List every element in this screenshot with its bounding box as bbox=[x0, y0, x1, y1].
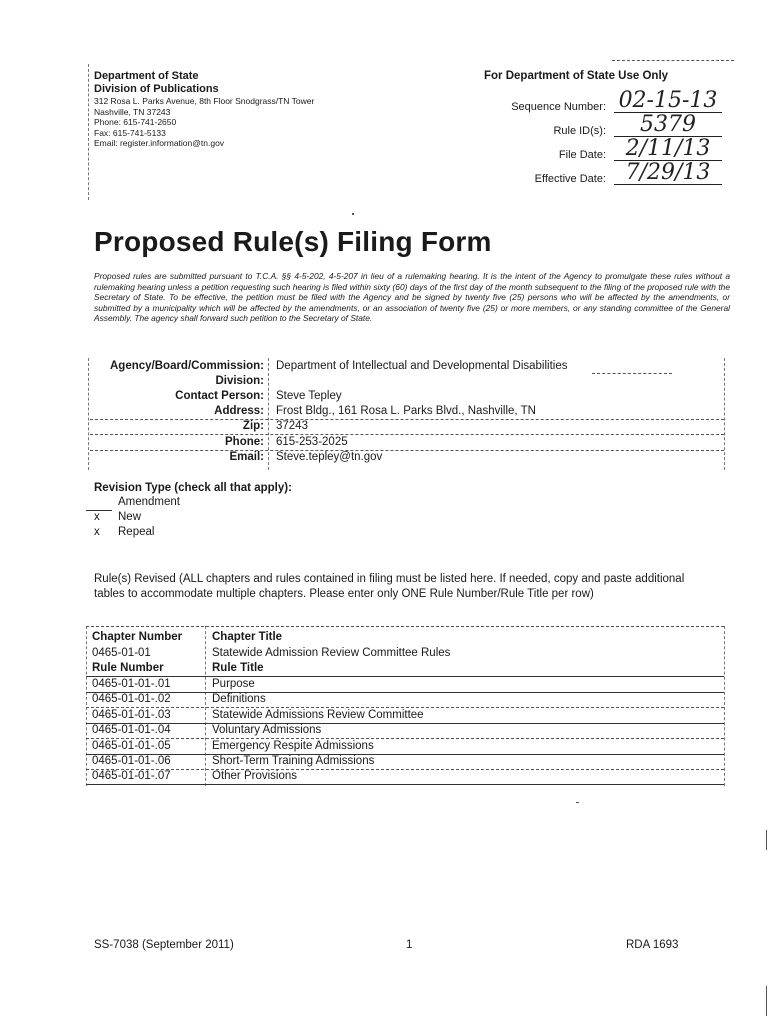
zip-value: 37243 bbox=[276, 420, 308, 432]
rule-id-value: 5379 bbox=[614, 114, 722, 137]
zip-label: Zip: bbox=[242, 420, 264, 432]
table-row-rule-title: Voluntary Admissions bbox=[212, 724, 322, 737]
table-row-rule-number: 0465-01-01-.02 bbox=[92, 693, 171, 706]
table-row-rule-number: 0465-01-01-.06 bbox=[92, 755, 171, 767]
rule-title-header: Rule Title bbox=[212, 662, 264, 674]
form-id: SS-7038 (September 2011) bbox=[94, 939, 234, 951]
scan-speck bbox=[576, 802, 579, 803]
use-only-top-rule bbox=[612, 60, 734, 61]
table-left-border bbox=[86, 626, 87, 786]
file-date-value: 2/11/13 bbox=[614, 138, 722, 161]
table-column-divider bbox=[205, 626, 206, 786]
contact-value: Steve Tepley bbox=[276, 390, 342, 402]
effective-date-value: 7/29/13 bbox=[614, 162, 722, 185]
division-name: Division of Publications bbox=[94, 83, 219, 95]
table-row-rule-title: Purpose bbox=[212, 678, 255, 690]
phone-label: Phone: bbox=[225, 436, 264, 448]
table-row-rule-title: Definitions bbox=[212, 693, 266, 706]
table-row-rule bbox=[86, 754, 724, 755]
email-value: Steve.tepley@tn.gov bbox=[276, 451, 383, 463]
department-city: Nashville, TN 37243 bbox=[94, 106, 171, 117]
table-row-rule-title: Short-Term Training Admissions bbox=[212, 755, 375, 767]
table-row-rule-number: 0465-01-01-.05 bbox=[92, 739, 171, 752]
amendment-option-label: Amendment bbox=[118, 496, 181, 508]
rules-revised-instructions: Rule(s) Revised (ALL chapters and rules contained in filing must be listed here. If needed, copy and paste additional tables to accommodate multiple chapters. Please enter only ONE Rule Number/Rule Title per row) bbox=[94, 573, 685, 600]
use-only-title: For Department of State Use Only bbox=[484, 70, 669, 82]
chapter-title: Statewide Admission Review Committee Rules bbox=[212, 647, 451, 659]
table-row-rule-number: 0465-01-01-.07 bbox=[92, 770, 171, 783]
rda-number: RDA 1693 bbox=[626, 939, 679, 951]
new-checkbox-mark: x bbox=[94, 511, 100, 523]
table-row-rule bbox=[86, 738, 724, 739]
zip-rule bbox=[90, 434, 724, 435]
scan-edge-mark bbox=[766, 986, 767, 1016]
table-header-rule bbox=[86, 676, 724, 677]
new-option-label: New bbox=[118, 511, 142, 523]
effective-date-label: Effective Date: bbox=[534, 173, 606, 185]
page-number: 1 bbox=[406, 939, 413, 951]
phone-value: 615-253-2025 bbox=[276, 436, 348, 448]
agency-label: Agency/Board/Commission: bbox=[110, 360, 264, 372]
table-row-rule-title: Emergency Respite Admissions bbox=[212, 739, 374, 752]
chapter-number-header: Chapter Number bbox=[92, 631, 183, 643]
chapter-title-header: Chapter Title bbox=[212, 631, 283, 643]
table-right-border bbox=[724, 626, 725, 786]
department-name: Department of State bbox=[94, 70, 199, 82]
chapter-number: 0465-01-01 bbox=[92, 647, 151, 659]
department-address: 312 Rosa L. Parks Avenue, 8th Floor Snodgrass/TN Tower bbox=[94, 96, 315, 106]
table-row-rule-number: 0465-01-01-.01 bbox=[92, 678, 171, 690]
table-row-rule-title: Other Provisions bbox=[212, 770, 298, 783]
sequence-number-value: 02-15-13 bbox=[614, 90, 722, 113]
table-row-rule-number: 0465-01-01-.03 bbox=[92, 708, 171, 721]
address-label: Address: bbox=[214, 405, 264, 417]
table-top-rule bbox=[86, 626, 724, 627]
repeal-option-label: Repeal bbox=[118, 526, 155, 538]
agency-value: Department of Intellectual and Developmental Disabilities bbox=[276, 360, 568, 372]
table-row-rule bbox=[86, 723, 724, 724]
agency-right-border bbox=[724, 358, 725, 470]
agency-value-rule bbox=[592, 373, 672, 374]
address-value: Frost Bldg., 161 Rosa L. Parks Blvd., Nashville, TN bbox=[276, 405, 536, 417]
revision-type-title: Revision Type (check all that apply): bbox=[94, 482, 292, 494]
table-row-rule-number: 0465-01-01-.04 bbox=[92, 724, 171, 737]
department-fax: Fax: 615-741-5133 bbox=[94, 127, 166, 138]
department-block bbox=[94, 70, 314, 149]
email-label: Email: bbox=[229, 451, 264, 463]
form-title: Proposed Rule(s) Filing Form bbox=[94, 226, 492, 257]
table-row-rule bbox=[86, 769, 724, 770]
rule-number-header: Rule Number bbox=[92, 662, 164, 674]
agency-left-border bbox=[88, 358, 89, 470]
agency-divider bbox=[268, 358, 269, 470]
file-date-label: File Date: bbox=[558, 149, 606, 161]
header-left-border bbox=[88, 64, 89, 200]
division-label: Division: bbox=[215, 375, 264, 387]
contact-label: Contact Person: bbox=[175, 390, 264, 402]
table-row-rule bbox=[86, 692, 724, 693]
rule-id-label: Rule ID(s): bbox=[553, 125, 606, 137]
table-row-rule bbox=[86, 784, 724, 785]
department-phone: Phone: 615-741-2650 bbox=[94, 117, 177, 127]
repeal-checkbox-mark: x bbox=[94, 526, 100, 538]
scan-edge-mark bbox=[766, 830, 767, 850]
scan-speck bbox=[352, 213, 354, 215]
department-email: Email: register.information@tn.gov bbox=[94, 138, 225, 148]
sequence-number-label: Sequence Number: bbox=[511, 101, 606, 113]
table-row-rule-title: Statewide Admissions Review Committee bbox=[212, 708, 424, 721]
intro-paragraph: Proposed rules are submitted pursuant to T.C.A. §§ 4-5-202, 4-5-207 in lieu of a rulemaking hearing. It is the intent of the Agency to promulgate these rules without a rulemaking hearing unless a petition requesting such hearing is filed within sixty (60) days of the first day of the month subsequent to the filing of the proposed rule with the Secretary of State. To be effective, the petition must be filed with the Agency and be signed by twenty five (25) persons who will be affected by the amendments, or submitted by a municipality which will be affected by the amendments, or an association of twenty five (25) or more members, or any standing committee of the General Assembly. The agency shall forward such petition to the Secretary of State. bbox=[94, 271, 730, 324]
